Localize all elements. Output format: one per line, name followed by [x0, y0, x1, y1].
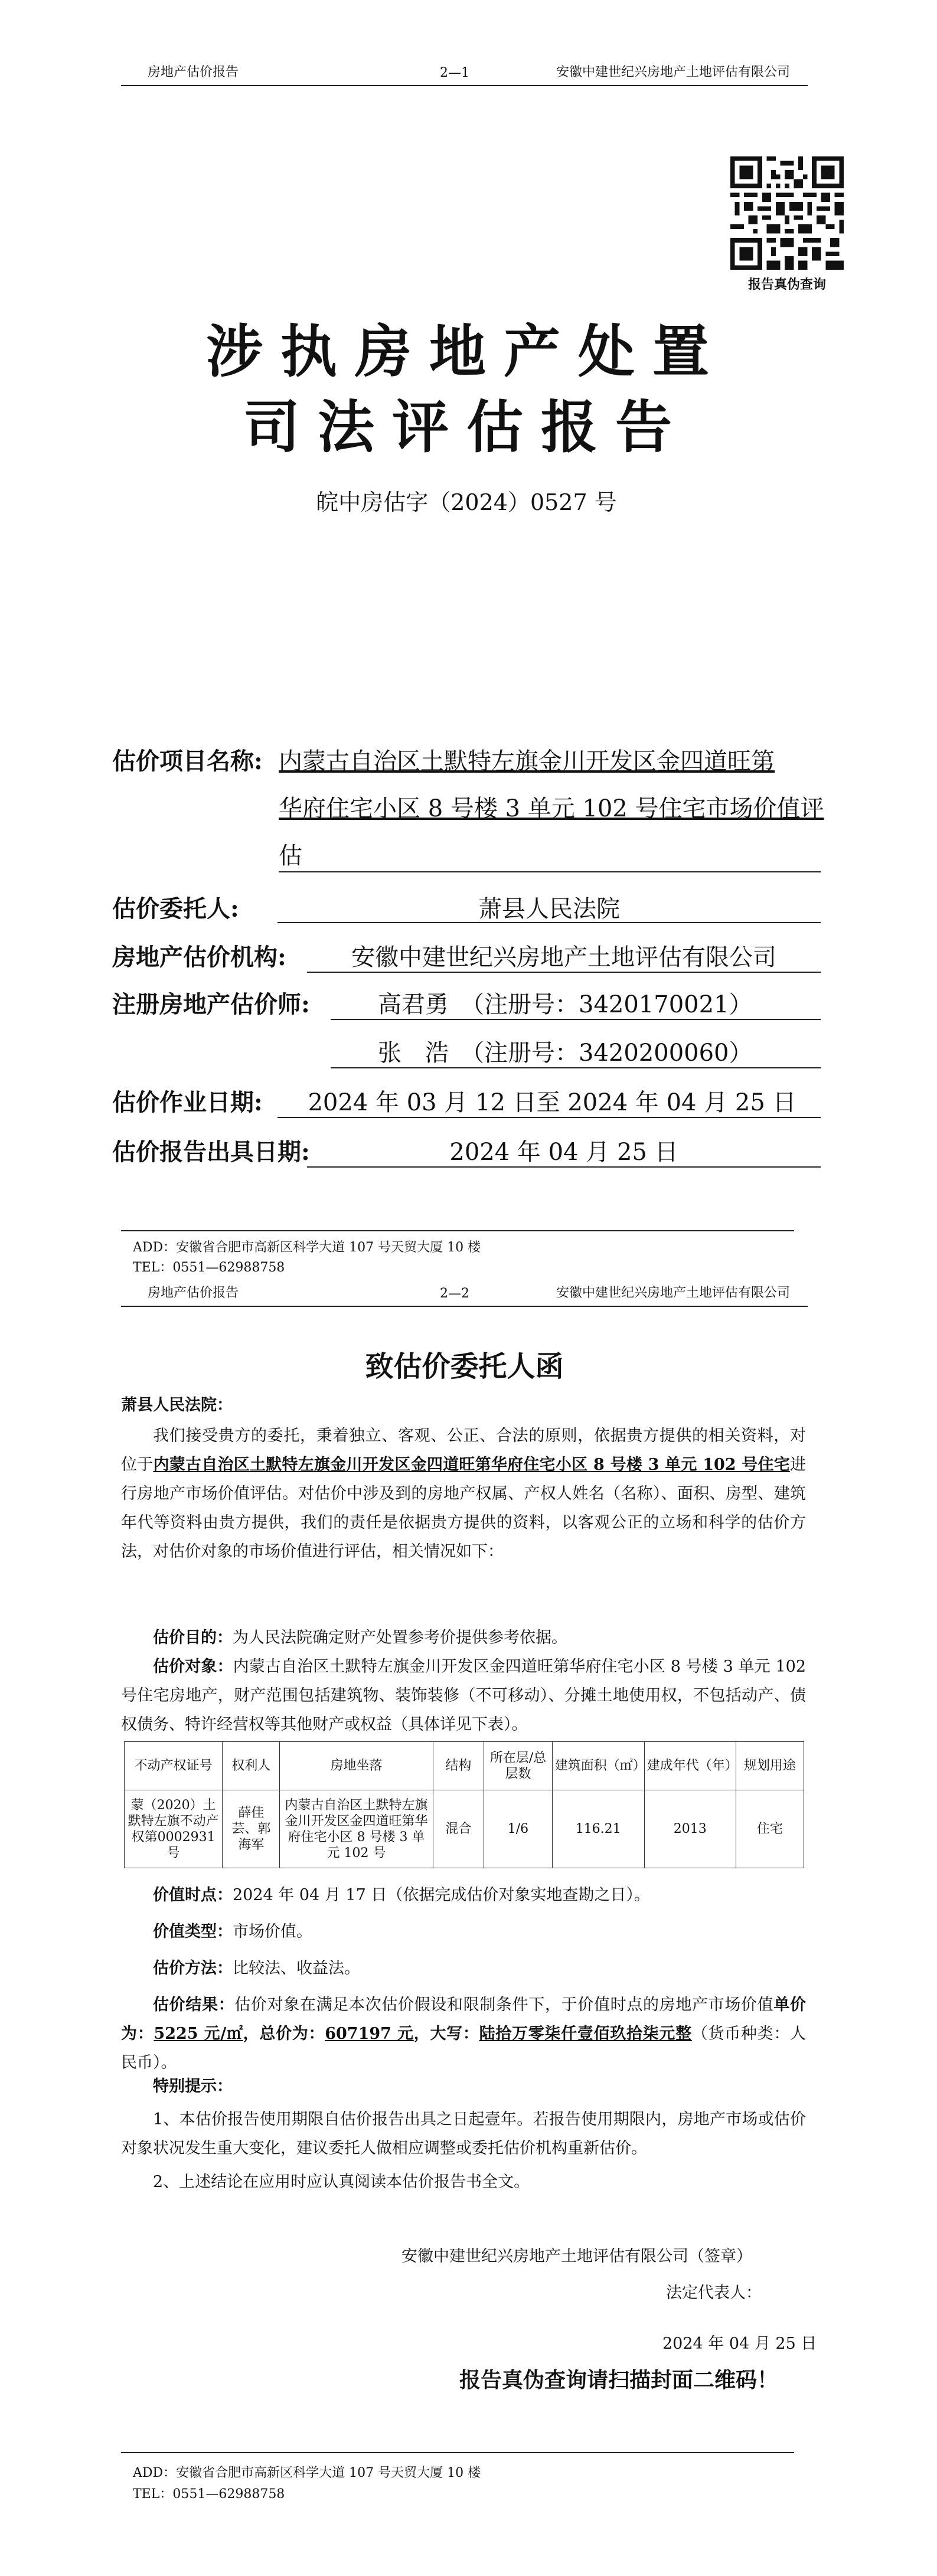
agency-value: 安徽中建世纪兴房地产土地评估有限公司 — [351, 944, 776, 971]
th-usage: 规划用途 — [736, 1742, 804, 1790]
page1-footer-rule — [121, 1230, 794, 1231]
page1-footer-address: ADD：安徽省合肥市高新区科学大道 107 号天贸大厦 10 楼 — [133, 1240, 481, 1255]
result-capital-label: ，大写： — [413, 2025, 479, 2043]
table-header-row — [125, 1742, 804, 1790]
result-label: 估价结果： — [153, 1996, 235, 2014]
project-underline — [279, 871, 821, 872]
page1-header — [121, 59, 808, 86]
project-line-1: 内蒙古自治区土默特左旗金川开发区金四道旺第 — [279, 748, 775, 775]
header-left: 房地产估价报告 — [148, 65, 239, 80]
salutation: 萧县人民法院： — [121, 1396, 233, 1414]
report-title-line1: 涉执房地产处置 — [206, 318, 727, 385]
result-paragraph — [121, 1990, 806, 2077]
report-date-value: 2024 年 04 月 25 日 — [449, 1139, 678, 1166]
report-date-label: 估价报告出具日期: — [112, 1138, 310, 1166]
document-number: 皖中房估字（2024）0527 号 — [316, 489, 617, 515]
appraiser-1: 高君勇 （注册号：3420170021） — [378, 991, 753, 1018]
th-structure: 结构 — [433, 1742, 484, 1790]
table-row — [125, 1790, 804, 1868]
agency-underline — [307, 972, 821, 973]
client-underline — [277, 922, 821, 923]
page2-footer-tel: TEL：0551—62988758 — [133, 2487, 285, 2502]
work-date-label: 估价作业日期: — [112, 1088, 263, 1116]
value-date-label: 价值时点： — [153, 1886, 233, 1904]
page1-footer-tel: TEL：0551—62988758 — [133, 1260, 285, 1275]
value-type-label: 价值类型： — [153, 1923, 233, 1941]
value-type-text: 市场价值。 — [233, 1923, 312, 1941]
object-text: 内蒙古自治区土默特左旗金川开发区金四道旺第华府住宅小区 8 号楼 3 单元 102 号住宅房地产，财产范围包括建筑物、装饰装修（不可移动）、分摊土地使用权，不包括动产、债权债务、特许经营权等其他财产或权益（具体详见下表）。 — [121, 1658, 806, 1734]
th-area: 建筑面积（㎡） — [552, 1742, 644, 1790]
legal-representative: 法定代表人： — [666, 2284, 762, 2302]
td-location: 内蒙古自治区土默特左旗金川开发区金四道旺第华府住宅小区 8 号楼 3 单元 102 号 — [280, 1790, 433, 1868]
special-note-2: 2、上述结论在应用时应认真阅读本估价报告书全文。 — [153, 2173, 530, 2191]
value-type-paragraph — [121, 1917, 806, 1946]
purpose-text: 为人民法院确定财产处置参考价提供参考依据。 — [233, 1629, 567, 1647]
qr-caption: 报告真伪查询 — [747, 277, 826, 292]
page2-header — [121, 1280, 808, 1307]
intro-text-a: 我们接受贵方的委托，秉着独立、客观、公正、合法的原则，依据贵方提供的相关资料，对位于 — [121, 1427, 806, 1474]
header-company: 安徽中建世纪兴房地产土地评估有限公司 — [556, 1286, 790, 1300]
intro-paragraph — [121, 1421, 806, 1566]
project-line-3: 估 — [279, 842, 302, 869]
letter-title: 致估价委托人函 — [365, 1350, 564, 1383]
appraiser-label: 注册房地产估价师: — [112, 990, 310, 1018]
agency-label: 房地产估价机构: — [112, 943, 286, 971]
td-cert-no: 蒙（2020）土默特左旗不动产权第0002931号 — [125, 1790, 223, 1868]
object-label: 估价对象： — [153, 1658, 233, 1676]
report-date-underline — [307, 1166, 821, 1168]
intro-address: 内蒙古自治区土默特左旗金川开发区金四道旺第华府住宅小区 8 号楼 3 单元 102 号住宅 — [153, 1456, 790, 1474]
qr-code-icon[interactable] — [730, 156, 844, 270]
th-cert-no: 不动产权证号 — [125, 1742, 223, 1790]
header-page-number: 2—2 — [440, 1286, 469, 1301]
page2-footer-address: ADD：安徽省合肥市高新区科学大道 107 号天贸大厦 10 楼 — [133, 2466, 481, 2480]
client-value: 萧县人民法院 — [478, 895, 620, 923]
project-label: 估价项目名称: — [112, 747, 263, 775]
result-currency: （货币种类：人民币）。 — [121, 2025, 807, 2072]
header-page-number: 2—1 — [440, 66, 469, 80]
result-total-price: 607197 元 — [325, 2025, 414, 2043]
result-unit-price: 5225 元/㎡ — [154, 2025, 243, 2043]
td-year: 2013 — [644, 1790, 736, 1868]
value-date-text: 2024 年 04 月 17 日（依据完成估价对象实地查勘之日）。 — [233, 1886, 650, 1904]
appraiser-1-underline — [331, 1019, 821, 1020]
letter-date: 2024 年 04 月 25 日 — [662, 2335, 817, 2353]
result-capital-amount: 陆拾万零柒仟壹佰玖拾柒元整 — [479, 2025, 692, 2043]
result-unit-label: 单价为： — [121, 1996, 807, 2043]
special-note-1: 1、本估价报告使用期限自估价报告出具之日起壹年。若报告使用期限内，房地产市场或估价对象状况发生重大变化，建议委托人做相应调整或委托估价机构重新估价。 — [121, 2110, 806, 2157]
th-location: 房地坐落 — [280, 1742, 433, 1790]
client-label: 估价委托人: — [112, 895, 239, 923]
method-label: 估价方法： — [153, 1959, 233, 1977]
th-year: 建成年代（年） — [644, 1742, 736, 1790]
method-paragraph — [121, 1954, 806, 1983]
intro-text-c: 进行房地产市场价值评估。对估价中涉及到的房地产权属、产权人姓名（名称）、面积、房型、建筑年代等资料由贵方提供，我们的责任是依据贵方提供的资料，以客观公正的立场和科学的估价方法，对估价对象的市场价值进行评估，相关情况如下： — [121, 1456, 806, 1561]
special-title: 特别提示： — [153, 2077, 233, 2096]
project-line-2: 华府住宅小区 8 号楼 3 单元 102 号住宅市场价值评 — [279, 795, 824, 822]
result-total-label: ，总价为： — [243, 2025, 325, 2043]
page2-footer-rule — [121, 2452, 794, 2453]
work-date-value: 2024 年 03 月 12 日至 2024 年 04 月 25 日 — [308, 1089, 796, 1116]
signer-company: 安徽中建世纪兴房地产土地评估有限公司（签章） — [401, 2247, 752, 2266]
appraiser-2-underline — [331, 1067, 821, 1068]
th-owner: 权利人 — [223, 1742, 280, 1790]
property-table — [124, 1741, 804, 1868]
th-floor: 所在层/总层数 — [484, 1742, 553, 1790]
appraiser-2: 张 浩 （注册号：3420200060） — [378, 1039, 753, 1067]
purpose-label: 估价目的： — [153, 1629, 233, 1647]
td-usage: 住宅 — [736, 1790, 804, 1868]
td-structure: 混合 — [433, 1790, 484, 1868]
purpose-paragraph — [121, 1623, 806, 1652]
td-owner: 薛佳芸、郭海军 — [223, 1790, 280, 1868]
report-title-line2: 司法评估报告 — [243, 394, 690, 460]
work-date-underline — [277, 1117, 821, 1118]
value-date-paragraph — [121, 1881, 806, 1910]
scan-tip: 报告真伪查询请扫描封面二维码！ — [459, 2368, 779, 2392]
header-company: 安徽中建世纪兴房地产土地评估有限公司 — [556, 65, 790, 80]
header-left: 房地产估价报告 — [148, 1286, 239, 1300]
method-text: 比较法、收益法。 — [233, 1959, 360, 1977]
object-paragraph — [121, 1652, 806, 1739]
td-floor: 1/6 — [484, 1790, 553, 1868]
td-area: 116.21 — [552, 1790, 644, 1868]
result-text: 估价对象在满足本次估价假设和限制条件下，于价值时点的房地产市场价值 — [234, 1996, 774, 2014]
